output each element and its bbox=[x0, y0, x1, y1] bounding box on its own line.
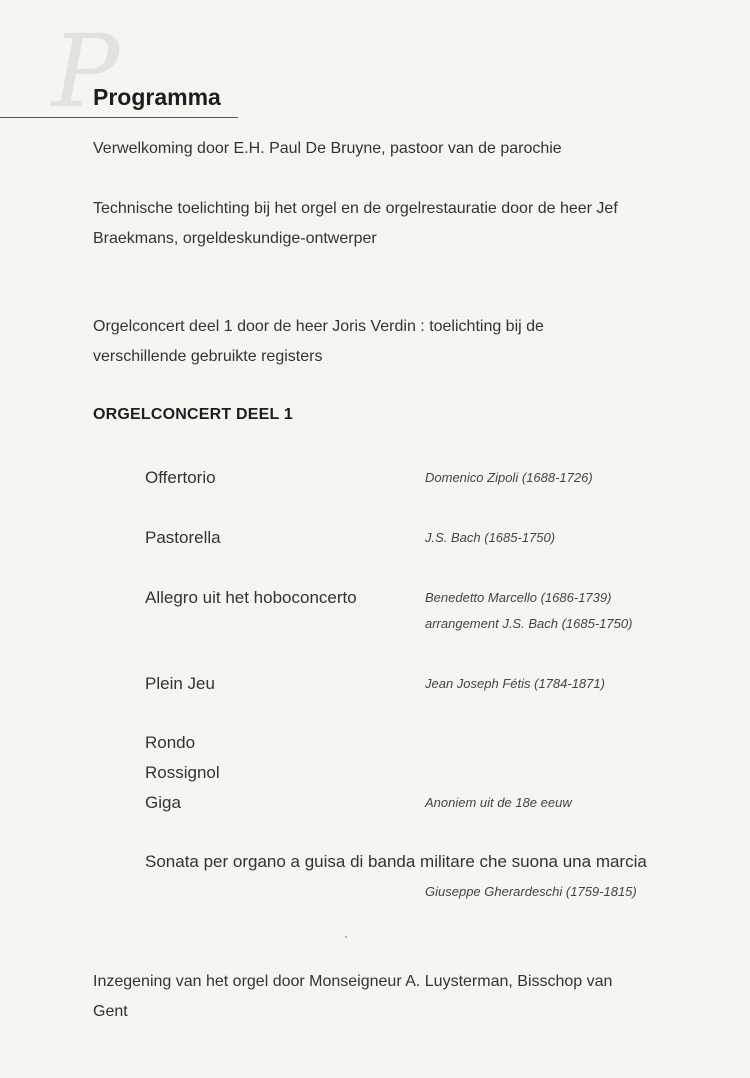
welcome-text: Verwelkoming door E.H. Paul De Bruyne, pastoor van de parochie bbox=[93, 140, 562, 157]
page-title: Programma bbox=[93, 84, 221, 110]
technical-text-line1: Technische toelichting bij het orgel en de orgelrestauratie door de heer Jef bbox=[93, 200, 618, 217]
closing-line1: Inzegening van het orgel door Monseigneur A. Luysterman, Bisschop van bbox=[93, 973, 613, 990]
piece-title: Plein Jeu bbox=[145, 674, 215, 693]
closing-line2: Gent bbox=[93, 1003, 128, 1020]
paper-speck bbox=[345, 936, 347, 938]
concert-intro-line2: verschillende gebruikte registers bbox=[93, 348, 323, 365]
piece-arrangement: arrangement J.S. Bach (1685-1750) bbox=[425, 616, 633, 631]
section-heading: ORGELCONCERT DEEL 1 bbox=[93, 406, 293, 423]
piece-composer: Domenico Zipoli (1688-1726) bbox=[425, 470, 593, 485]
decorative-initial: P bbox=[52, 13, 120, 130]
piece-composer: Benedetto Marcello (1686-1739) bbox=[425, 590, 612, 605]
piece-title: Offertorio bbox=[145, 468, 216, 487]
piece-composer: Anoniem uit de 18e eeuw bbox=[425, 795, 572, 810]
piece-title: Rondo bbox=[145, 733, 196, 752]
piece-title: Allegro uit het hoboconcerto bbox=[145, 588, 357, 607]
piece-composer: J.S. Bach (1685-1750) bbox=[425, 530, 556, 545]
piece-title: Rossignol bbox=[145, 763, 220, 782]
concert-intro-line1: Orgelconcert deel 1 door de heer Joris Verdin : toelichting bij de bbox=[93, 318, 544, 335]
piece-title: Pastorella bbox=[145, 528, 221, 547]
piece-composer: Giuseppe Gherardeschi (1759-1815) bbox=[425, 884, 637, 899]
heading-rule bbox=[0, 117, 238, 118]
technical-text-line2: Braekmans, orgeldeskundige-ontwerper bbox=[93, 230, 377, 247]
piece-title: Sonata per organo a guisa di banda militare che suona una marcia bbox=[145, 852, 647, 871]
piece-title: Giga bbox=[145, 793, 181, 812]
piece-composer: Jean Joseph Fétis (1784-1871) bbox=[425, 676, 605, 691]
